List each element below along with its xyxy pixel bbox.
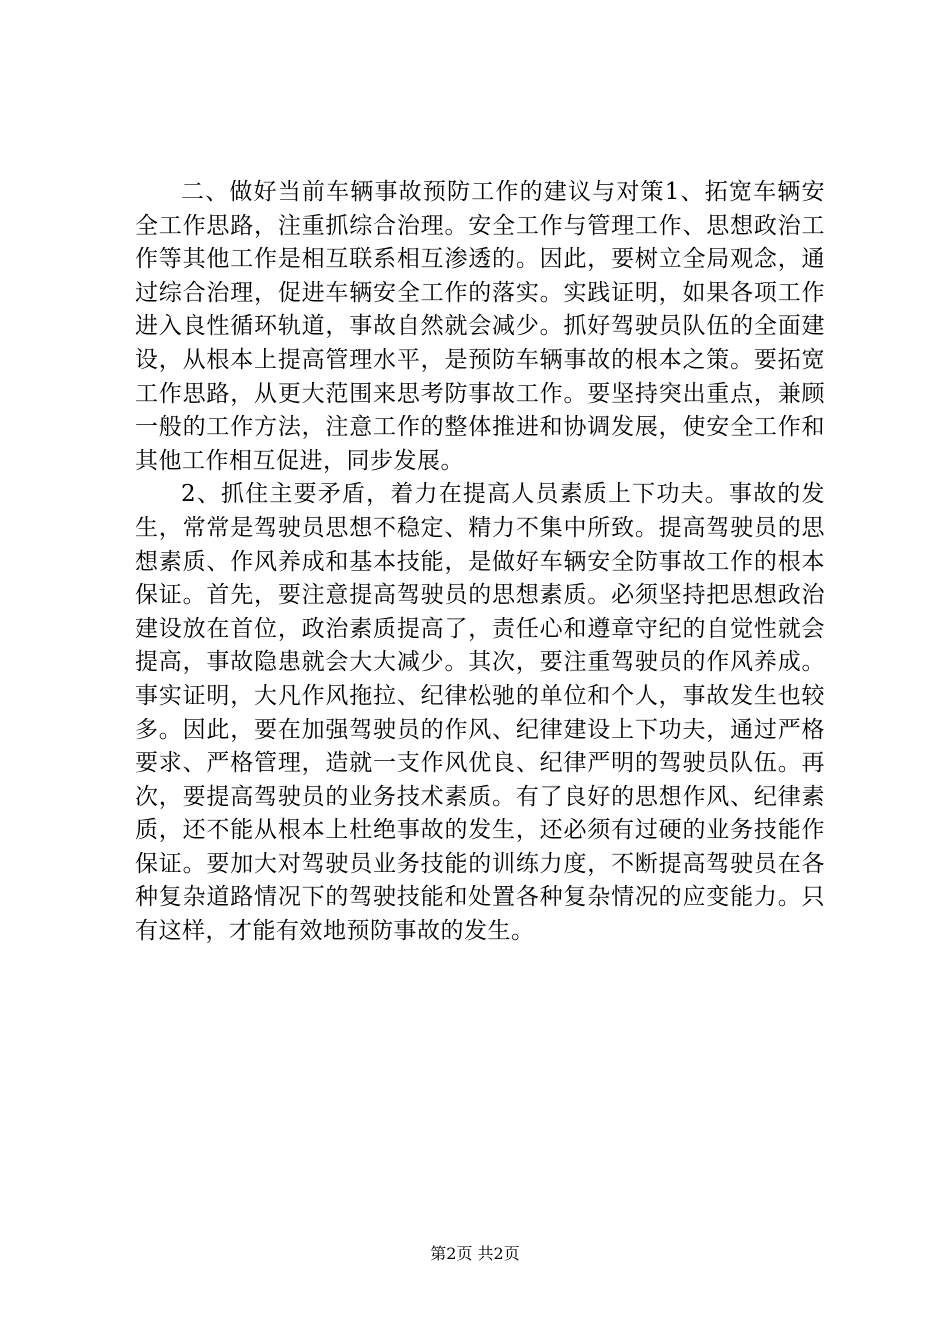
- page-footer: 第2页 共2页: [430, 1244, 520, 1263]
- body-text: [135, 176, 825, 949]
- paragraph-1: 二、做好当前车辆事故预防工作的建议与对策1、拓宽车辆安全工作思路，注重抓综合治理。安全工作与管理工作、思想政治工作等其他工作是相互联系相互渗透的。因此，要树立全局观念，通过综合治理，促进车辆安全工作的落实。实践证明，如果各项工作进入良性循环轨道，事故自然就会减少。抓好驾驶员队伍的全面建设，从根本上提高管理水平，是预防车辆事故的根本之策。要拓宽工作思路，从更大范围来思考防事故工作。要坚持突出重点，兼顾一般的工作方法，注意工作的整体推进和协调发展，使安全工作和其他工作相互促进，同步发展。: [135, 179, 825, 474]
- paragraph-2: 2、抓住主要矛盾，着力在提高人员素质上下功夫。事故的发生，常常是驾驶员思想不稳定、精力不集中所致。提高驾驶员的思想素质、作风养成和基本技能，是做好车辆安全防事故工作的根本保证。首先，要注意提高驾驶员的思想素质。必须坚持把思想政治建设放在首位，政治素质提高了，责任心和遵章守纪的自觉性就会提高，事故隐患就会大大减少。其次，要注重驾驶员的作风养成。事实证明，大凡作风拖拉、纪律松驰的单位和个人，事故发生也较多。因此，要在加强驾驶员的作风、纪律建设上下功夫，通过严格要求、严格管理，造就一支作风优良、纪律严明的驾驶员队伍。再次，要提高驾驶员的业务技术素质。有了良好的思想作风、纪律素质，还不能从根本上杜绝事故的发生，还必须有过硬的业务技能作保证。要加大对驾驶员业务技能的训练力度，不断提高驾驶员在各种复杂道路情况下的驾驶技能和处置各种复杂情况的应变能力。只有这样，才能有效地预防事故的发生。: [135, 481, 825, 945]
